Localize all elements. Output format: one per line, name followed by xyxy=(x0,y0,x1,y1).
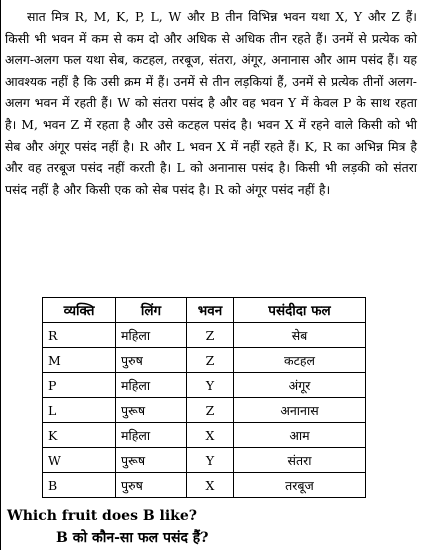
cell-building: X xyxy=(187,473,234,498)
cell-fruit: अंगूर xyxy=(234,373,366,398)
cell-building: Z xyxy=(187,348,234,373)
cell-fruit: तरबूज xyxy=(234,473,366,498)
cell-building: Z xyxy=(187,398,234,423)
cell-gender: महिला xyxy=(116,323,187,348)
header-gender: लिंग xyxy=(116,298,187,323)
table-row xyxy=(43,398,366,423)
table-row xyxy=(43,373,366,398)
header-fruit: पसंदीदा फल xyxy=(234,298,366,323)
question-hindi: B को कौन-सा फल पसंद हैं? xyxy=(56,530,209,546)
cell-building: X xyxy=(187,423,234,448)
table-row xyxy=(43,423,366,448)
cell-person: R xyxy=(43,323,116,348)
cell-person: P xyxy=(43,373,116,398)
cell-fruit: अनानास xyxy=(234,398,366,423)
cell-building: Z xyxy=(187,323,234,348)
cell-fruit: आम xyxy=(234,423,366,448)
table-row xyxy=(43,473,366,498)
cell-gender: पुरुष xyxy=(116,473,187,498)
cell-building: Y xyxy=(187,373,234,398)
table-header-row xyxy=(43,298,366,323)
cell-fruit: सेब xyxy=(234,323,366,348)
cell-gender: महिला xyxy=(116,373,187,398)
cell-gender: पुरूष xyxy=(116,448,187,473)
header-person: व्यक्ति xyxy=(43,298,116,323)
cell-person: B xyxy=(43,473,116,498)
cell-gender: महिला xyxy=(116,423,187,448)
question-english: Which fruit does B like? xyxy=(7,508,197,524)
cell-fruit: संतरा xyxy=(234,448,366,473)
puzzle-passage: सात मित्र R, M, K, P, L, W और B तीन विभिन्न भवन यथा X, Y और Z हैं। किसी भी भवन में कम से कम दो और अधिक से अधिक तीन रहते हैं। उनमें से प्रत्येक को अलग-अलग फल यथा सेब, कटहल, तरबूज, संतरा, अंगूर, अनानास और आम पसंद हैं। यह आवश्यक नहीं है कि उसी क्रम में हैं। उनमें से तीन लड़कियां हैं, उनमें से प्रत्येक तीनों अलग-अलग भवन में रहती हैं। W को संतरा पसंद है और वह भवन Y में केवल P के साथ रहता है। M, भवन Z में रहता है और उसे कटहल पसंद है। भवन X में रहने वाले किसी को भी सेब और अंगूर पसंद नहीं है। R और L भवन X में नहीं रहते हैं। K, R का अभिन्न मित्र है और वह तरबूज पसंद नहीं करती है। L को अनानास पसंद है। किसी भी लड़की को संतरा पसंद नहीं है और किसी एक को सेब पसंद है। R को अंगूर पसंद नहीं है। xyxy=(5,9,417,197)
cell-person: K xyxy=(43,423,116,448)
table-row xyxy=(43,448,366,473)
cell-gender: पुरूष xyxy=(116,398,187,423)
cell-person: M xyxy=(43,348,116,373)
cell-fruit: कटहल xyxy=(234,348,366,373)
header-building: भवन xyxy=(187,298,234,323)
table-row xyxy=(43,348,366,373)
cell-person: W xyxy=(43,448,116,473)
solution-table xyxy=(42,297,366,498)
cell-person: L xyxy=(43,398,116,423)
cell-gender: पुरुष xyxy=(116,348,187,373)
cell-building: Y xyxy=(187,448,234,473)
table-row xyxy=(43,323,366,348)
